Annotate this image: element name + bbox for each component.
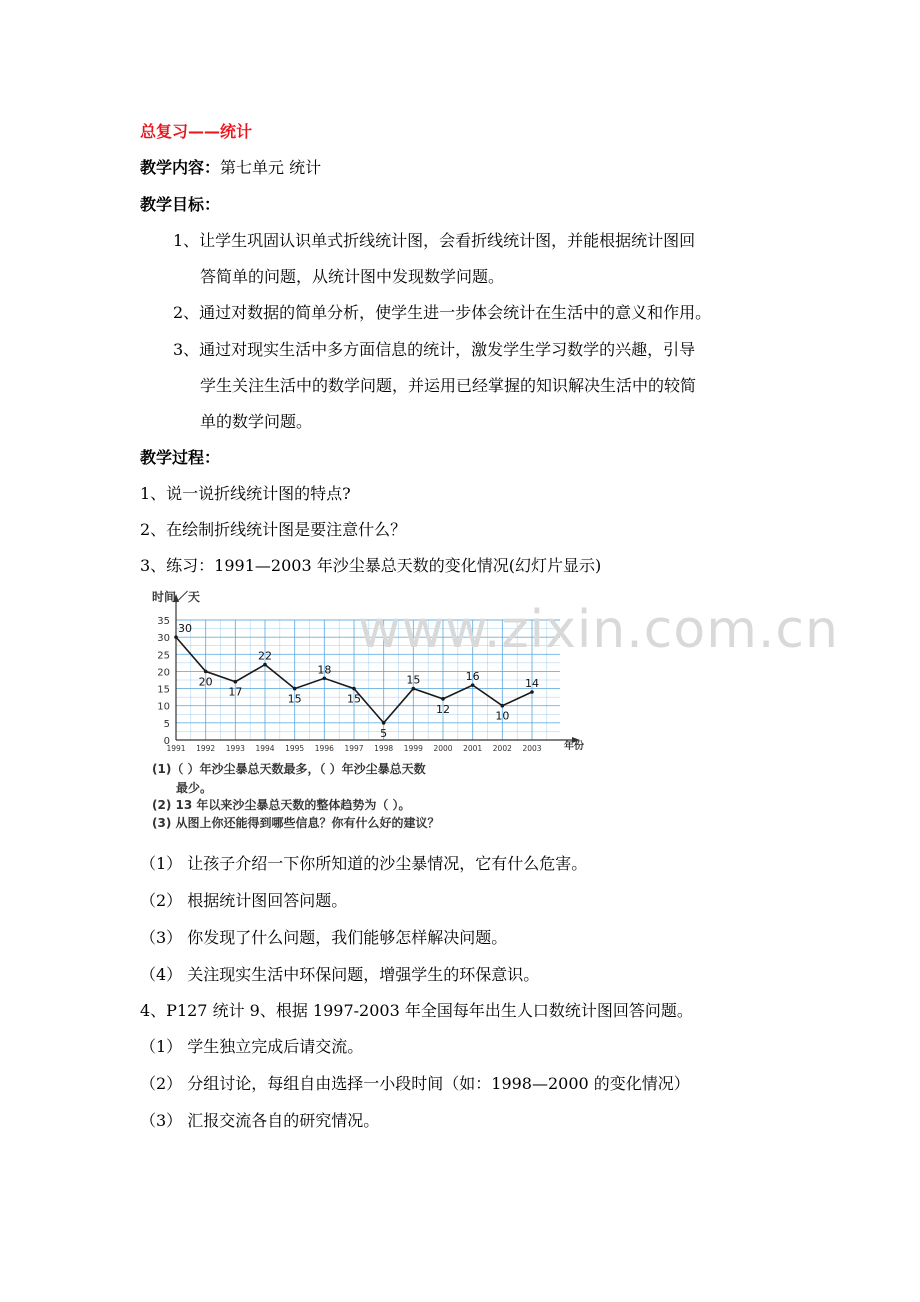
- y-tick-label: 30: [157, 633, 170, 645]
- goals-heading: 教学目标：: [140, 195, 221, 214]
- watermark: www.zixin.com.cn: [358, 600, 839, 660]
- y-tick-label: 10: [157, 701, 170, 713]
- chart-question-3: (3) 从图上你还能得到哪些信息？你有什么好的建议？: [152, 816, 440, 830]
- sub-item-3-3: （3） 你发现了什么问题，我们能够怎样解决问题。: [140, 928, 508, 947]
- x-tick-label: 1993: [225, 744, 245, 753]
- x-tick-label: 2002: [492, 744, 512, 753]
- y-tick-label: 5: [163, 718, 170, 730]
- step-1: 1、说一说折线统计图的特点?: [140, 484, 351, 503]
- goal-2-line-1: 2、通过对数据的简单分析，使学生进一步体会统计在生活中的意义和作用。: [173, 303, 712, 322]
- content-label: 教学内容：: [140, 158, 221, 177]
- data-point: [382, 721, 386, 725]
- sub-item-4-2: （2） 分组讨论，每组自由选择一小段时间（如：1998—2000 的变化情况）: [140, 1074, 690, 1093]
- x-tick-label: 1991: [166, 744, 186, 753]
- data-point: [441, 697, 445, 701]
- data-point: [263, 663, 267, 667]
- x-tick-label: 1994: [255, 744, 275, 753]
- sub-item-3-1: （1） 让孩子介绍一下你所知道的沙尘暴情况，它有什么危害。: [140, 854, 588, 873]
- data-point: [323, 676, 327, 680]
- chart-question-2: (2) 13 年以来沙尘暴总天数的整体趋势为（ ）。: [152, 798, 411, 812]
- data-label: 17: [228, 685, 243, 699]
- x-tick-label: 1995: [285, 744, 305, 753]
- x-tick-label: 1997: [344, 744, 364, 753]
- data-point: [352, 687, 356, 691]
- goal-1-line-2: 答简单的问题，从统计图中发现数学问题。: [200, 267, 505, 286]
- data-label: 16: [465, 670, 480, 684]
- x-tick-label: 1992: [196, 744, 216, 753]
- y-tick-label: 25: [157, 650, 170, 662]
- sub-item-4-3: （3） 汇报交流各自的研究情况。: [140, 1111, 380, 1130]
- y-tick-label: 20: [157, 667, 170, 679]
- x-tick-label: 1996: [314, 744, 334, 753]
- content-value: 第七单元 统计: [220, 158, 322, 177]
- data-point: [174, 635, 178, 639]
- content-line: [140, 157, 321, 179]
- x-tick-label: 2000: [433, 744, 453, 753]
- goal-3-line-1: 3、通过对现实生活中多方面信息的统计，激发学生学习数学的兴趣，引导: [173, 340, 696, 359]
- page-title: 总复习——统计: [140, 122, 253, 141]
- y-tick-label: 35: [157, 616, 170, 627]
- sub-item-3-4: （4） 关注现实生活中环保问题，增强学生的环保意识。: [140, 965, 540, 984]
- x-tick-label: 1998: [374, 744, 394, 753]
- data-point: [204, 670, 208, 674]
- data-label: 12: [436, 702, 450, 716]
- x-tick-label: 2001: [463, 744, 483, 753]
- chart-question-1b: 最少。: [176, 781, 213, 795]
- data-point: [501, 704, 505, 708]
- data-label: 15: [347, 692, 361, 706]
- data-label: 15: [406, 673, 421, 687]
- y-tick-label: 15: [157, 684, 170, 696]
- step-2: 2、在绘制折线统计图是要注意什么？: [140, 520, 407, 539]
- data-label: 18: [317, 663, 332, 677]
- x-tick-label: 1999: [403, 744, 423, 753]
- chart-question-1a: (1)（ ）年沙尘暴总天数最多，（ ）年沙尘暴总天数: [152, 762, 426, 776]
- step-4: 4、P127 统计 9、根据 1997-2003 年全国每年出生人口数统计图回答问题。: [140, 1001, 693, 1020]
- goal-1-line-1: 1、让学生巩固认识单式折线统计图，会看折线统计图，并能根据统计图回: [173, 231, 696, 250]
- data-point: [293, 687, 297, 691]
- data-point: [530, 690, 534, 694]
- data-point: [412, 687, 416, 691]
- x-axis-label: 年份: [564, 741, 584, 752]
- process-heading: 教学过程：: [140, 448, 221, 467]
- data-point: [471, 683, 475, 687]
- sub-item-4-1: （1） 学生独立完成后请交流。: [140, 1037, 364, 1056]
- goal-3-line-3: 单的数学问题。: [200, 412, 313, 431]
- y-axis-label: 时间／天: [152, 590, 201, 604]
- data-label: 10: [495, 709, 510, 723]
- data-label: 20: [198, 675, 213, 689]
- data-label: 15: [287, 692, 302, 706]
- data-label: 5: [380, 726, 388, 740]
- data-label: 14: [525, 677, 539, 690]
- x-tick-label: 2003: [522, 744, 542, 753]
- data-label: 30: [178, 622, 192, 636]
- y-tick-label: 0: [163, 736, 170, 747]
- data-label: 22: [258, 649, 272, 663]
- data-point: [234, 680, 238, 684]
- goal-3-line-2: 学生关注生活中的数学问题，并运用已经掌握的知识解决生活中的较简: [200, 376, 697, 395]
- step-3: 3、练习：1991—2003 年沙尘暴总天数的变化情况(幻灯片显示): [140, 556, 602, 575]
- sub-item-3-2: （2） 根据统计图回答问题。: [140, 891, 348, 910]
